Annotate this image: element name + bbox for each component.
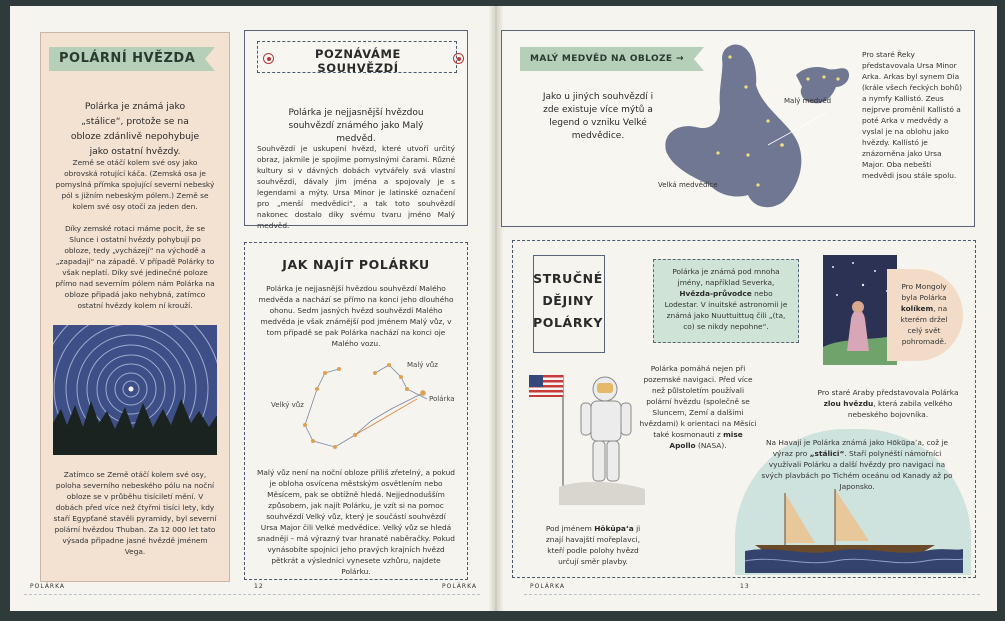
seal-icon	[453, 53, 464, 64]
mongol-night-illustration	[823, 255, 897, 365]
page-number-left: 12	[254, 583, 264, 590]
polaris-paragraph-2: Díky zemské rotaci máme pocit, že se Slunce i ostatní hvězdy pohybují po obloze, tedy „vycházejí“ na východě a „zapadají“ na západě. V případě Polárky to však neplatí. Díky své jedinečné poloze přímo nad severním pólem nám Polárka na obloze připadá jako nehybná, zatímco ostatní hvězdy kolem ní krouží.	[55, 224, 215, 310]
apollo-text: Polárka pomáhá nejen při pozemské navigaci. Před více než půlstoletím používali polární hvězdu (společně se Sluncem, Zemí a dalšími hvězdami) k orientaci na Měsíci také kosmonauti z mise Apollo (NASA).	[639, 364, 757, 450]
history-title-1: STRUČNÉ	[533, 271, 603, 286]
hokupaa-text: Pod jménem Hōkūpaʻa ji znají havajští mořeplavci, kteří podle polohy hvězd určují směr plavby.	[545, 524, 641, 566]
label-small-dipper: Malý vůz	[407, 361, 438, 369]
little-bear-title: MALÝ MEDVĚD NA OBLOZE →	[520, 47, 694, 71]
names-text: Polárka je známá pod mnoha jmény, například Severka, Hvězda-průvodce nebo Lodestar. V inuitské astronomii je známá jako Nuuttuittuq čili „(ta, co) se nikdy nepohne“.	[664, 267, 788, 331]
find-polaris-paragraph-2: Malý vůz není na noční obloze příliš zřetelný, a pokud je obloha osvícena městským osvětlením nebo Měsícem, pak se obtížně hledá. Nejjednodušším způsobem, jak najít Polárku, je vzít si na pomoc souhvězdí Velký vůz, který je součástí souhvězdí Ursa Major čili Velké medvědice. Velký vůz se hledá snadněji – má výrazný tvar hranaté naběračky. Pokud vynásobíte spojnici jeho pravých krajních hvězd pětkrát a výslednici vynesete vzhůru, najdete Polárku.	[257, 468, 455, 576]
history-title-2: DĚJINY	[542, 293, 594, 308]
label-polaris: Polárka	[429, 395, 455, 403]
footer-rule	[24, 594, 480, 595]
history-title-3: POLÁRKY	[533, 315, 603, 330]
astronaut-illustration	[519, 365, 649, 505]
find-polaris-panel	[244, 242, 468, 580]
page-number-right: 13	[740, 583, 750, 590]
bear-constellation-illustration	[658, 35, 858, 221]
footer-rule	[524, 594, 980, 595]
arab-text: Pro staré Araby představovala Polárka zlou hvězdu, která zabila velkého nebeského bojovníka.	[817, 388, 959, 419]
polaris-paragraph-3: Zatímco se Země otáčí kolem své osy, poloha severního nebeského pólu na noční obloze se v průběhu tisíciletí mění. V dobách před více než čtyřmi tisíci lety, kdy staří Egypťané stavěli pyramidy, byl severní polární hvězdou Thuban. Za 12 000 let tato výsada připadne jasné hvězdě jménem Vega.	[53, 470, 217, 556]
history-panel	[512, 240, 976, 578]
label-big-dipper: Velký vůz	[271, 401, 304, 409]
dipper-diagram	[257, 347, 455, 457]
star-trails-illustration	[53, 325, 217, 455]
find-polaris-paragraph-1: Polárka je nejjasnější hvězdou souhvězdí Malého medvěda a nachází se přímo na konci jeho dlouhého ohonu. Sedm jasných hvězd souhvězdí Malého medvěda je však známější pod jménem Malý vůz, v tom případě se pak Polárka nachází na konci oje Malého vozu.	[258, 284, 454, 348]
polaris-panel	[40, 32, 230, 582]
footer-left-label: POLÁRKA	[30, 583, 66, 590]
little-bear-panel	[501, 30, 975, 227]
label-great-bear: Velká medvědice	[658, 181, 718, 189]
polaris-intro: Polárka je známá jako „stálice“, protože se na obloze zdánlivě nepohybuje jako ostatní hvězdy.	[70, 101, 200, 157]
find-polaris-title: JAK NAJÍT POLÁRKU	[282, 257, 430, 272]
polaris-title: POLÁRNÍ HVĚZDA	[49, 47, 205, 71]
hawaii-text: Na Havaji je Polárka známá jako Hōkūpaʻa, což je výraz pro „stálici“. Staří polynéští námořníci využívali Polárku a další hvězdy pro navigaci na svých plavbách po Tichém oceánu od Kanady až po Japonsko.	[761, 438, 953, 491]
canoe-illustration	[745, 485, 963, 573]
little-bear-myth: Pro staré Řeky představovala Ursa Minor Arka. Arkas byl synem Dia (krále všech řeckých bohů) a nymfy Kallistó. Zeus nejprve proměnil Kallistó a poté Arka v medvědy a vyslal je na oblohu jako hvězdy. Kallistó je znázorněna jako Ursa Major. Oba nebeští medvědi jsou stále spolu.	[862, 50, 962, 180]
little-bear-intro: Jako u jiných souhvězdí i zde existuje více mýtů a legend o vzniku Velké medvědice.	[542, 92, 654, 141]
footer-gutter-label: POLÁRKA	[442, 583, 478, 590]
names-box	[653, 259, 799, 343]
constellations-intro: Polárka je nejjasnější hvězdou souhvězdí známého jako Malý medvěd.	[288, 108, 424, 144]
seal-icon	[263, 53, 274, 64]
polaris-paragraph-1: Země se otáčí kolem své osy jako obrovská rotující káča. (Zemská osa je pomyslná přímka spojující severní nebeský pól s jižním nebeským pólem.) Země se kolem své osy otočí za jeden den.	[55, 158, 215, 211]
footer-right-label: POLÁRKA	[530, 583, 566, 590]
constellations-panel	[244, 30, 468, 230]
constellations-body: Souhvězdí je uskupení hvězd, které utvoří určitý obraz, jakmile je spojíme pomyslnými čarami. Různé kultury si v dávných dobách vytvářely svá vlastní souhvězdí, dávaly jim jména a spojovaly je s legendami a mýty. Ursa Minor je latinské označení pro „menší medvědici“, a tak toto souhvězdí nakonec dostalo díky svému tvaru jméno Malý medvěd.	[257, 144, 455, 230]
label-little-bear: Malý medvěd	[784, 97, 832, 105]
constellations-title: POZNÁVÁME SOUHVĚZDÍ	[314, 47, 401, 75]
mongol-text: Pro Mongoly byla Polárka kolíkem, na kterém držel celý svět pohromadě.	[900, 282, 948, 346]
